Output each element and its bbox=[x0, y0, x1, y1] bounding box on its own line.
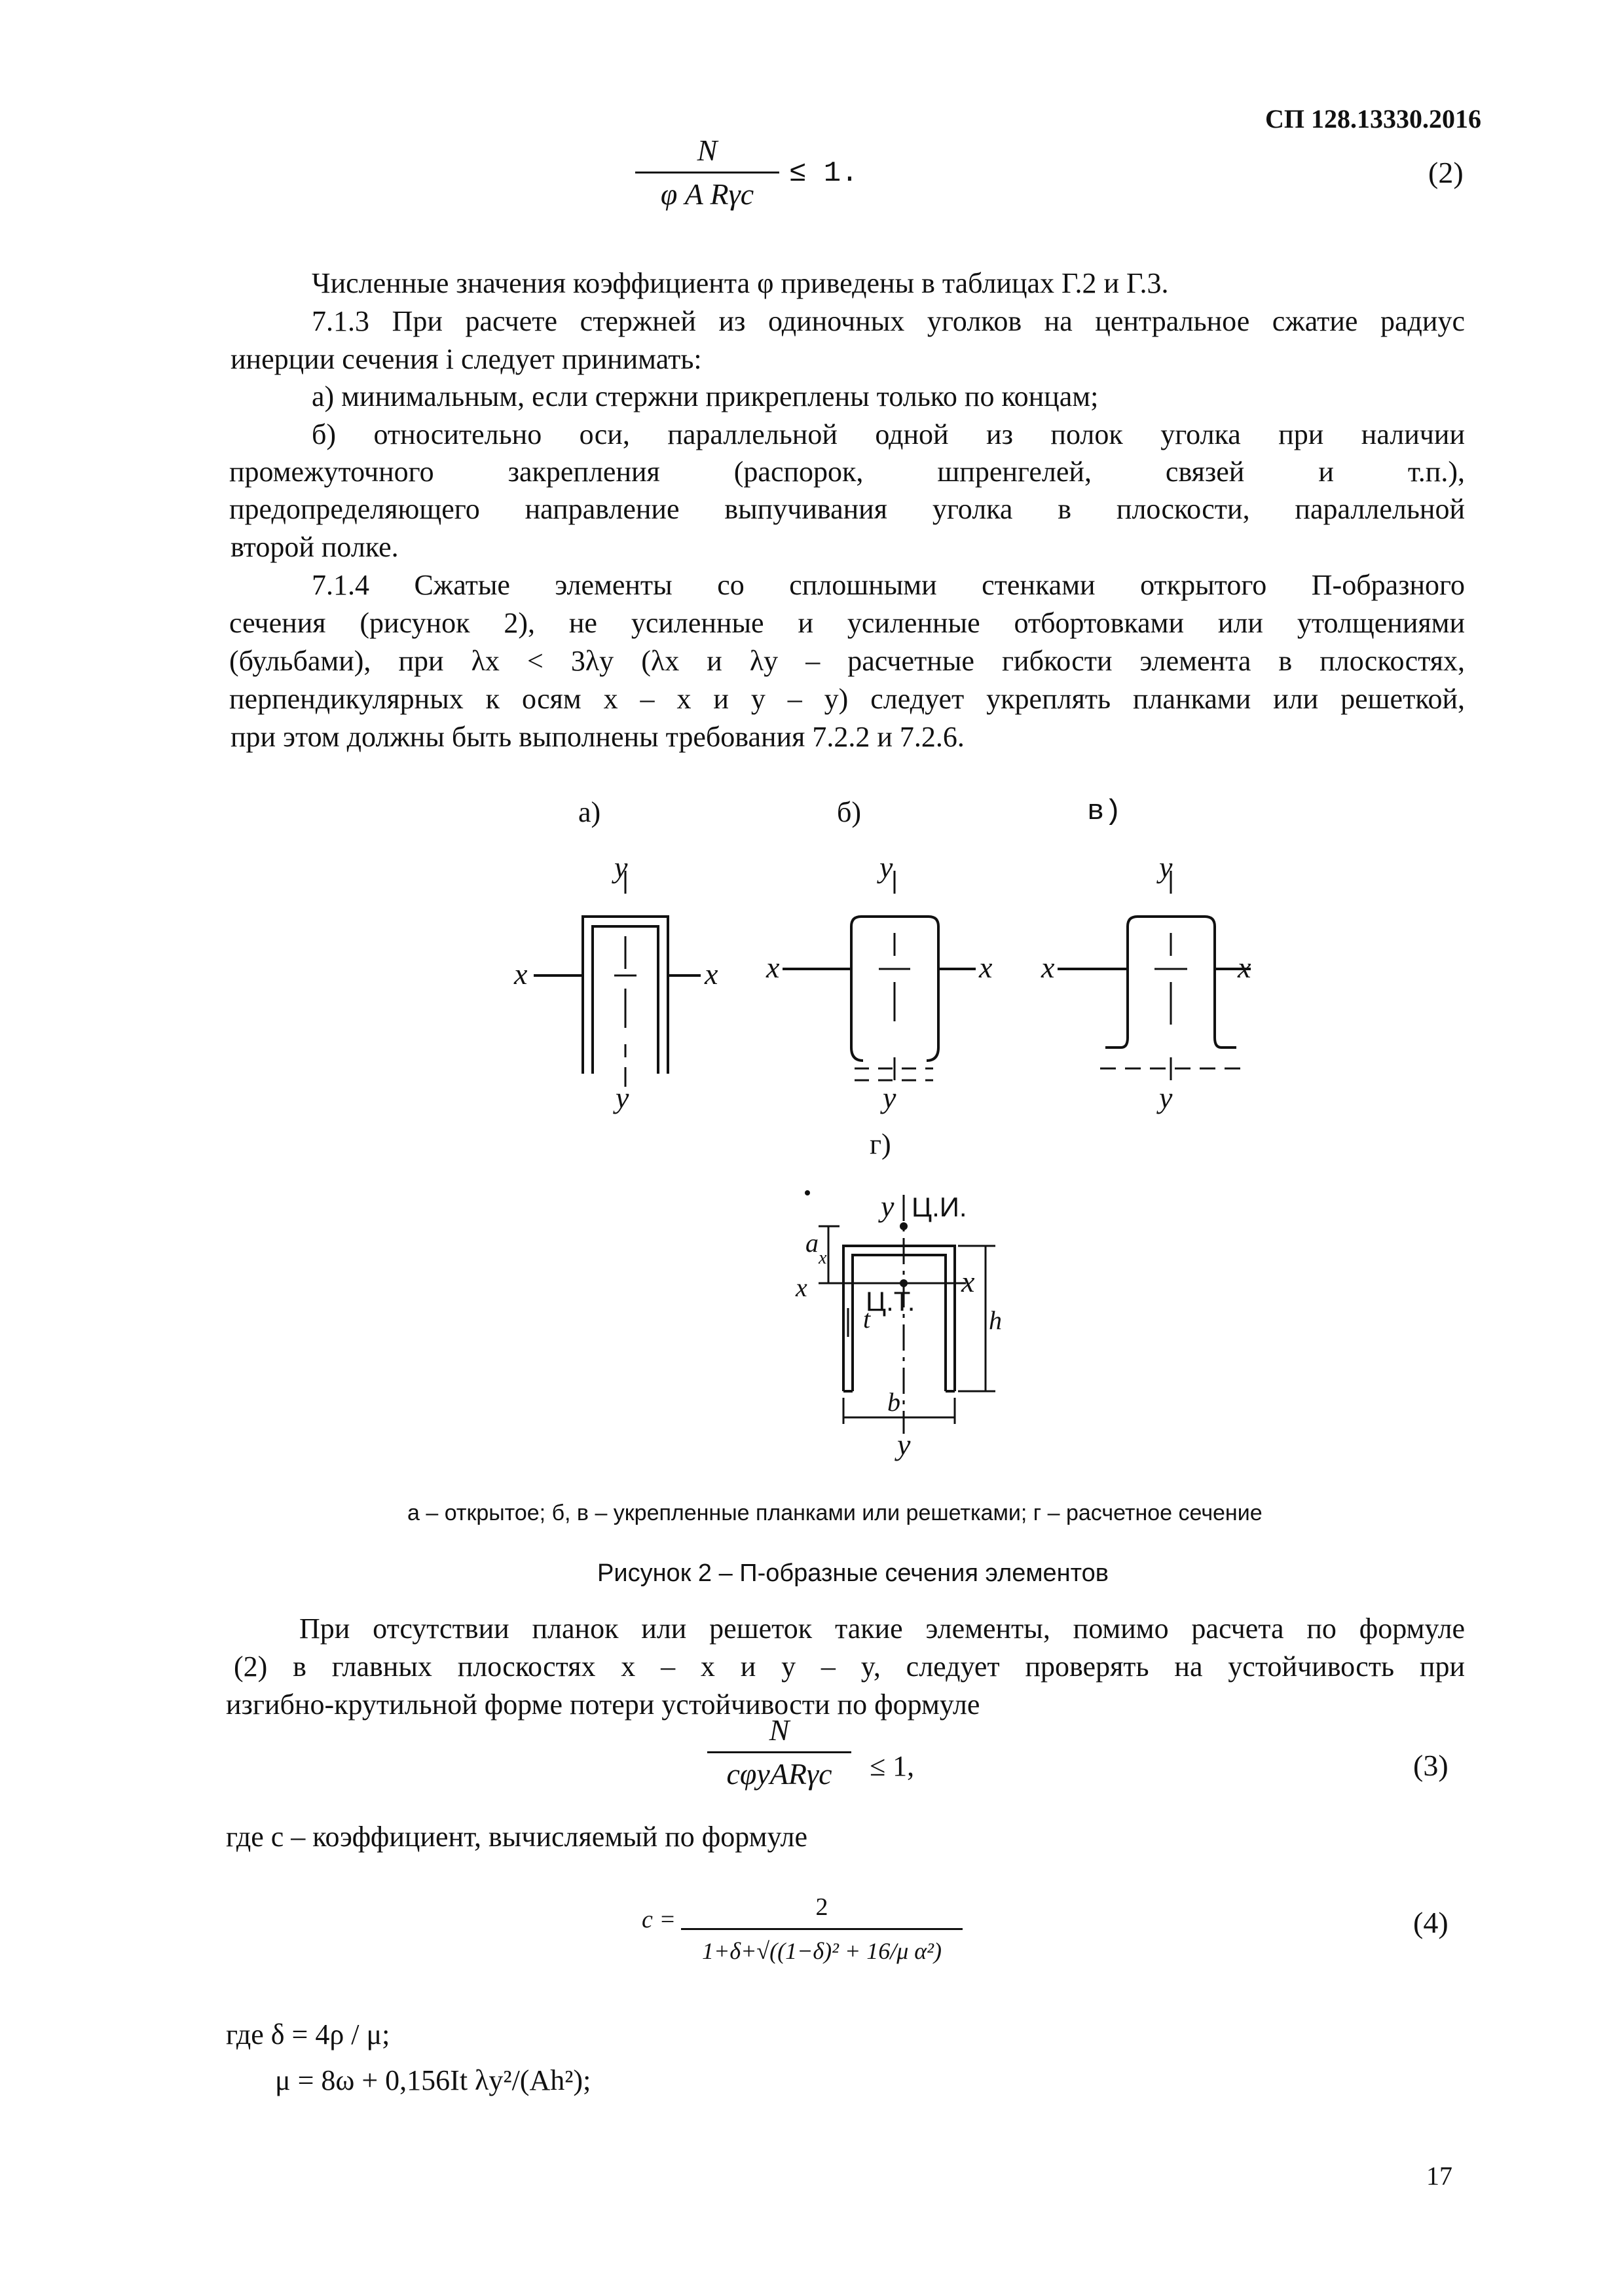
dimension-label-ax-subscript: x bbox=[819, 1248, 827, 1268]
dimension-label-ax: a bbox=[805, 1228, 819, 1258]
figure-caption: а – открытое; б, в – укрепленные планками или решетками; г – расчетное сечение bbox=[407, 1501, 1263, 1525]
axis-label-y-top-v: y bbox=[1159, 850, 1173, 884]
paragraph-phi-values: Численные значения коэффициента φ приведены в таблицах Г.2 и Г.3. bbox=[312, 267, 1169, 299]
axis-label-x-left-a: x bbox=[514, 957, 528, 991]
paragraph-no-battens-line-1: При отсутствии планок или решеток такие элементы, помимо расчета по формуле bbox=[299, 1613, 1465, 1645]
shear-center-label: Ц.И. bbox=[912, 1192, 967, 1222]
list-item-b-line-3: предопределяющего направление выпучивания уголка в плоскости, параллельной bbox=[229, 493, 1465, 525]
formula-2-numerator: N bbox=[697, 134, 718, 167]
section-v-flanged bbox=[1058, 871, 1251, 1080]
axis-label-y-top-a: y bbox=[614, 850, 628, 884]
paragraph-7-1-4-line-5: при этом должны быть выполнены требования 7.2.2 и 7.2.6. bbox=[231, 721, 965, 753]
paragraph-7-1-4-line-3: (бульбами), при λx < 3λy (λx и λy – расчетные гибкости элемента в плоскостях, bbox=[229, 645, 1465, 677]
paragraph-7-1-4-line-1: 7.1.4 Сжатые элементы со сплошными стенками открытого П-образного bbox=[312, 569, 1465, 601]
formula-3-number: (3) bbox=[1413, 1749, 1449, 1782]
axis-label-x-right-g: x bbox=[961, 1265, 975, 1298]
shear-center-point bbox=[900, 1222, 908, 1230]
formula-4-denominator: 1+δ+√((1−δ)² + 16/μ α²) bbox=[702, 1938, 942, 1964]
document-code: СП 128.13330.2016 bbox=[1265, 104, 1481, 134]
formula-2-relation: ≤ 1. bbox=[789, 157, 858, 190]
centroid-label: Ц.Т. bbox=[866, 1286, 915, 1317]
figure-label-a: а) bbox=[578, 796, 601, 828]
list-item-b-line-4: второй полке. bbox=[231, 531, 399, 563]
page-number: 17 bbox=[1426, 2161, 1452, 2191]
formula-2-number: (2) bbox=[1428, 156, 1464, 189]
axis-label-x-left-b: x bbox=[766, 951, 780, 984]
axis-label-y-top-b: y bbox=[879, 850, 893, 884]
paragraph-no-battens-line-2: (2) в главных плоскостях x – x и y – y, следует проверять на устойчивость при bbox=[234, 1650, 1465, 1683]
paragraph-no-battens-line-3: изгибно-крутильной форме потери устойчивости по формуле bbox=[226, 1688, 980, 1721]
figure-label-b: б) bbox=[837, 796, 862, 828]
formula-3-relation: ≤ 1, bbox=[870, 1750, 915, 1782]
dimension-label-t: t bbox=[863, 1304, 871, 1334]
paragraph-7-1-4-line-4: перпендикулярных к осям x – x и y – y) следует укреплять планками или решеткой, bbox=[229, 683, 1465, 715]
axis-label-y-top-g: y bbox=[881, 1190, 895, 1223]
axis-label-y-bottom-v: y bbox=[1159, 1081, 1173, 1114]
axis-label-x-left-v: x bbox=[1041, 951, 1055, 984]
formula-4-number: (4) bbox=[1413, 1906, 1449, 1939]
axis-label-x-left-g: x bbox=[796, 1273, 807, 1302]
where-delta-definition: где δ = 4ρ / μ; bbox=[226, 2018, 390, 2050]
list-item-b-line-2: промежуточного закрепления (распорок, шпренгелей, связей и т.п.), bbox=[229, 456, 1465, 488]
axis-label-y-bottom-a: y bbox=[616, 1081, 629, 1114]
figure-2-sections bbox=[0, 779, 1624, 1506]
where-c-definition: где c – коэффициент, вычисляемый по формуле bbox=[226, 1821, 808, 1853]
formula-4-lhs: c = bbox=[642, 1906, 676, 1933]
paragraph-7-1-3-line-2: инерции сечения i следует принимать: bbox=[231, 343, 702, 375]
dimension-label-h: h bbox=[989, 1305, 1002, 1335]
section-b-battened bbox=[783, 871, 976, 1080]
section-a-open bbox=[534, 871, 701, 1087]
formula-3-fraction bbox=[707, 1712, 851, 1793]
formula-3-numerator: N bbox=[769, 1713, 790, 1747]
paragraph-7-1-4-line-2: сечения (рисунок 2), не усиленные и усиленные отбортовками или утолщениями bbox=[229, 607, 1465, 639]
formula-2-fraction bbox=[635, 132, 779, 213]
axis-label-y-bottom-b: y bbox=[883, 1081, 896, 1114]
figure-label-v: в) bbox=[1087, 795, 1122, 828]
mu-definition: μ = 8ω + 0,156It λy²/(Ah²); bbox=[275, 2064, 591, 2096]
axis-label-x-right-v: x bbox=[1238, 951, 1251, 984]
list-item-b-line-1: б) относительно оси, параллельной одной из полок уголка при наличии bbox=[312, 418, 1465, 450]
formula-4-fraction bbox=[681, 1889, 963, 1969]
list-item-a: а) минимальным, если стержни прикреплены только по концам; bbox=[312, 380, 1099, 412]
formula-2-denominator: φ A Rγc bbox=[660, 177, 754, 211]
axis-label-x-right-a: x bbox=[705, 957, 718, 991]
axis-label-x-right-b: x bbox=[979, 951, 993, 984]
axis-label-y-bottom-g: y bbox=[897, 1428, 911, 1461]
figure-label-g: г) bbox=[870, 1128, 891, 1160]
formula-4-numerator: 2 bbox=[815, 1893, 828, 1921]
paragraph-7-1-3-line-1: 7.1.3 При расчете стержней из одиночных уголков на центральное сжатие радиус bbox=[312, 305, 1465, 337]
figure-title: Рисунок 2 – П-образные сечения элементов bbox=[597, 1559, 1109, 1587]
formula-3-denominator: cφyARγc bbox=[726, 1757, 832, 1791]
dimension-label-b: b bbox=[887, 1387, 900, 1417]
figure-dot bbox=[805, 1190, 810, 1195]
